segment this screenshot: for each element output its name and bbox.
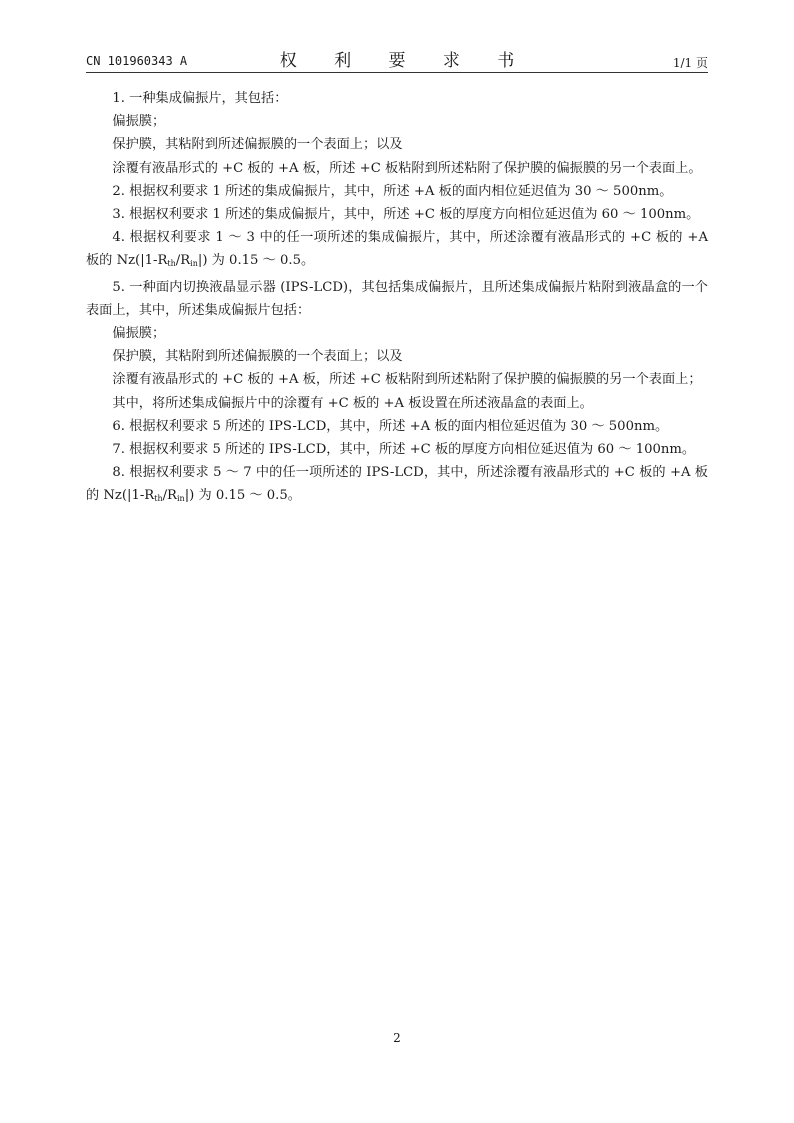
header-rule — [86, 72, 708, 73]
claim-5-element-3: 涂覆有液晶形式的 +C 板的 +A 板，所述 +C 板粘附到所述粘附了保护膜的偏振膜的另一个表面上； — [112, 372, 702, 388]
subscript-in: in — [176, 494, 185, 504]
page-info: 1/1 页 — [672, 56, 708, 70]
claim-5-paragraph: 5. 一种面内切换液晶显示器 (IPS-LCD)，其包括集成偏振片，且所述集成偏振片粘附到液晶盒的一个表面上，其中，所述集成偏振片包括： — [86, 279, 708, 318]
claim-5-element-1: 偏振膜； — [112, 326, 166, 342]
claim-5-element-2: 保护膜，其粘附到所述偏振膜的一个表面上；以及 — [112, 349, 403, 365]
claim-1-element-1: 偏振膜； — [112, 114, 166, 130]
claim-8-paragraph — [86, 461, 708, 510]
claim-2-paragraph: 2. 根据权利要求 1 所述的集成偏振片，其中，所述 +A 板的面内相位延迟值为 30 ～ 500nm。 — [112, 183, 673, 199]
claim-1-element-3: 涂覆有液晶形式的 +C 板的 +A 板，所述 +C 板粘附到所述粘附了保护膜的偏振膜的另一个表面上。 — [112, 160, 702, 176]
claim-8-text: 8. 根据权利要求 5 ～ 7 中的任一项所述的 IPS-LCD，其中，所述涂覆有液晶形式的 +C 板的 +A 板的 Nz(|1-R — [86, 465, 708, 504]
claim-1-element-2: 保护膜，其粘附到所述偏振膜的一个表面上；以及 — [112, 137, 403, 153]
formula-slash-r: /R — [162, 488, 177, 504]
subscript-in: in — [190, 259, 198, 269]
subscript-th: th — [167, 259, 176, 269]
claim-1-paragraph: 1. 一种集成偏振片，其包括： — [112, 91, 288, 106]
claim-6-paragraph: 6. 根据权利要求 5 所述的 IPS-LCD，其中，所述 +A 板的面内相位延迟值为 30 ～ 500nm。 — [112, 418, 669, 434]
subscript-th: th — [154, 494, 163, 504]
formula-tail: |) 为 0.15 ～ 0.5。 — [184, 488, 301, 504]
claim-3-paragraph: 3. 根据权利要求 1 所述的集成偏振片，其中，所述 +C 板的厚度方向相位延迟值为 60 ～ 100nm。 — [112, 207, 700, 223]
formula-slash-r: /R — [175, 253, 191, 269]
claim-4-paragraph — [86, 226, 708, 275]
claim-5-element-4: 其中，将所述集成偏振片中的涂覆有 +C 板的 +A 板设置在所述液晶盒的表面上。 — [112, 395, 593, 411]
claim-7-paragraph: 7. 根据权利要求 5 所述的 IPS-LCD，其中，所述 +C 板的厚度方向相位延迟值为 60 ～ 100nm。 — [112, 442, 696, 458]
page-header — [86, 44, 708, 72]
formula-tail: |) 为 0.15 ～ 0.5。 — [197, 253, 315, 269]
publication-number: CN 101960343 A — [86, 54, 188, 68]
page-number: 2 — [393, 1031, 401, 1045]
document-title: 权 利 要 求 书 — [279, 51, 531, 71]
claims-body — [86, 87, 708, 511]
claim-4-text: 4. 根据权利要求 1 ～ 3 中的任一项所述的集成偏振片，其中，所述涂覆有液晶形式的 +C 板的 +A 板的 Nz(|1-R — [86, 230, 708, 269]
